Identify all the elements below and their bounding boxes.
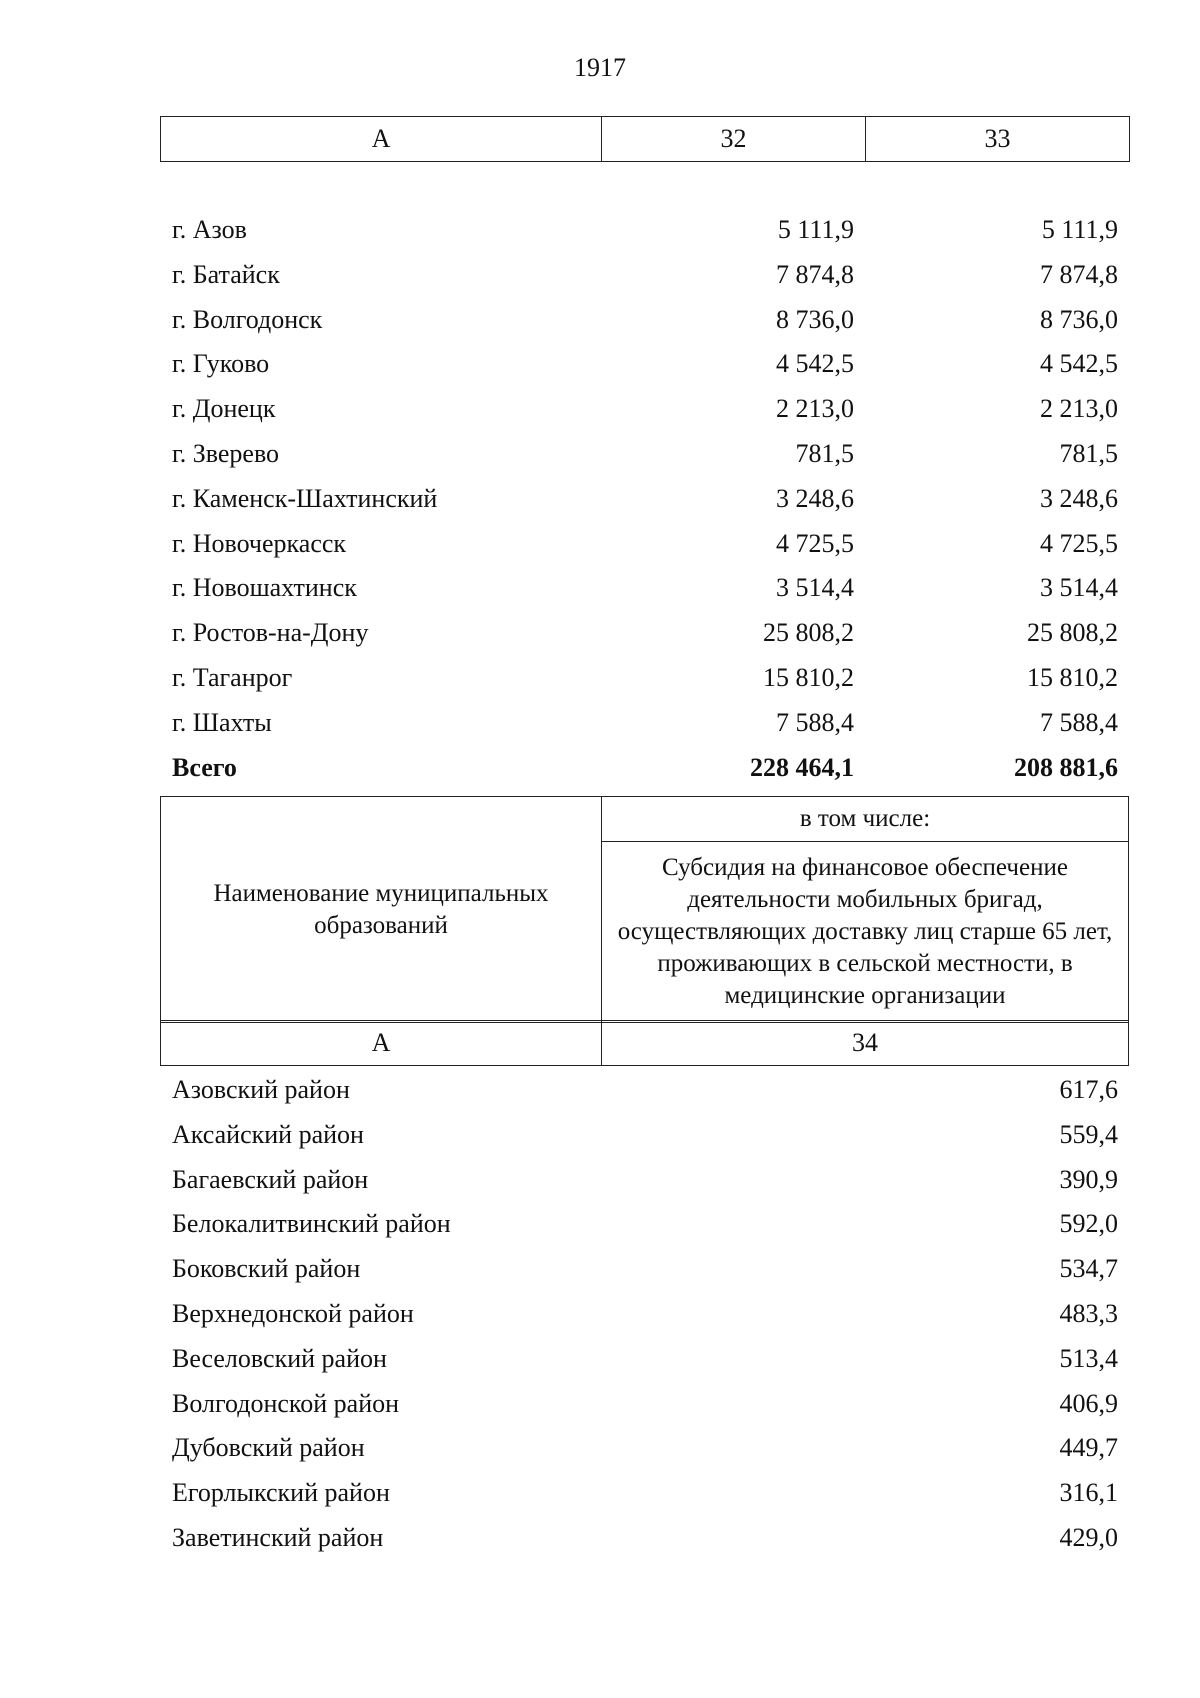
row-value-34: 406,9 [1059,1388,1118,1418]
table-row [172,253,1118,298]
row-value-32: 5 111,9 [777,215,854,244]
row-value-32: 4 542,5 [776,349,854,379]
table-row [172,1158,1118,1203]
row-name: г. Гуково [172,349,270,379]
row-name: Волгодонской район [172,1388,400,1418]
table-row [172,522,1118,567]
row-value-32: 8 736,0 [776,304,854,334]
row-value-33: 3 514,4 [1040,573,1118,603]
total-label: Всего [172,752,237,782]
code-col-a: А [161,1021,602,1066]
row-value-34: 316,1 [1059,1478,1118,1508]
row-value-33: 2 213,0 [1040,394,1118,424]
row-value-34: 513,4 [1059,1343,1118,1373]
table-row [172,298,1118,343]
row-value-34: 534,7 [1059,1254,1118,1284]
row-value-32: 781,5 [795,438,854,468]
row-value-32: 2 213,0 [776,394,854,424]
total-value-32: 228 464,1 [750,752,854,782]
table-row [172,1426,1118,1471]
row-value-33: 5 111,9 [1041,215,1118,244]
row-value-32: 3 248,6 [776,483,854,513]
column-code-row [160,1020,1129,1066]
row-name: Азовский район [172,1075,350,1104]
table-row [172,566,1118,611]
table-row [172,1382,1118,1427]
table-row [172,1202,1118,1247]
table-row [172,208,1118,253]
table-row [172,1337,1118,1382]
row-name: г. Таганрог [172,662,293,692]
table-row [172,342,1118,387]
row-value-33: 4 542,5 [1040,349,1118,379]
row-name: г. Волгодонск [172,304,323,334]
row-name: Егорлыкский район [172,1478,390,1508]
row-name: г. Ростов-на-Дону [172,618,369,648]
row-name: г. Азов [172,215,247,244]
city-rows [172,208,1118,790]
subsidy-description-header: Субсидия на финансовое обеспечение деятельности мобильных бригад, осуществляющих доставку лиц старше 65 лет, проживающих в сельской местности, в медицинские организации [602,842,1129,1023]
row-value-33: 25 808,2 [1027,618,1118,648]
row-value-33: 7 588,4 [1040,707,1118,737]
row-name: Верхнедонской район [172,1298,414,1328]
row-value-34: 592,0 [1059,1209,1118,1239]
row-name: Белокалитвинский район [172,1209,451,1239]
row-value-33: 15 810,2 [1027,662,1118,692]
row-name: Заветинский район [172,1522,384,1552]
table-row [172,1113,1118,1158]
table-row [172,1292,1118,1337]
table-row [172,387,1118,432]
row-value-32: 7 588,4 [776,707,854,737]
row-value-33: 7 874,8 [1040,259,1118,289]
header-col-a: А [161,117,602,162]
header-col-32: 32 [602,117,866,162]
table-row [172,1247,1118,1292]
municipality-name-header: Наименование муниципальных образований [161,797,602,1023]
table-row [172,701,1118,746]
including-header: в том числе: [602,797,1129,842]
row-name: г. Новочеркасск [172,528,347,558]
row-value-34: 483,3 [1059,1298,1118,1328]
table-row [172,1068,1118,1113]
row-name: г. Донецк [172,394,276,424]
row-value-34: 617,6 [1059,1075,1118,1104]
row-name: Дубовский район [172,1433,365,1463]
district-rows [172,1068,1118,1561]
table-row [172,477,1118,522]
row-name: г. Новошахтинск [172,573,357,603]
total-value-33: 208 881,6 [1014,752,1118,782]
row-value-34: 429,0 [1059,1522,1118,1552]
top-column-header [160,116,1130,162]
table-row [172,1471,1118,1516]
row-value-33: 3 248,6 [1040,483,1118,513]
row-name: Боковский район [172,1254,361,1284]
row-value-32: 4 725,5 [776,528,854,558]
subsidy-table-header [160,796,1129,1023]
row-value-34: 390,9 [1059,1164,1118,1194]
row-value-32: 3 514,4 [776,573,854,603]
row-value-33: 781,5 [1059,438,1118,468]
table-row [172,432,1118,477]
row-value-33: 8 736,0 [1040,304,1118,334]
row-value-32: 15 810,2 [763,662,854,692]
page-number: 1917 [574,53,626,82]
row-name: г. Каменск-Шахтинский [172,483,438,513]
row-value-34: 449,7 [1059,1433,1118,1463]
row-name: г. Зверево [172,438,280,468]
table-row [172,611,1118,656]
row-name: г. Шахты [172,707,272,737]
row-name: Веселовский район [172,1343,387,1373]
row-name: Багаевский район [172,1164,369,1194]
table-row [172,1516,1118,1561]
row-value-33: 4 725,5 [1040,528,1118,558]
row-name: Аксайский район [172,1119,364,1149]
total-row [172,746,1118,791]
code-col-34: 34 [602,1021,1129,1066]
header-col-33: 33 [866,117,1130,162]
row-name: г. Батайск [172,259,280,289]
row-value-34: 559,4 [1059,1119,1118,1149]
row-value-32: 7 874,8 [776,259,854,289]
row-value-32: 25 808,2 [763,618,854,648]
table-row [172,656,1118,701]
